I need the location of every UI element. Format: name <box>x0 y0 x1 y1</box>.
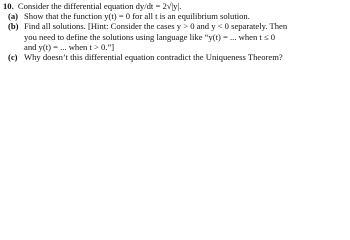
problem-number: 10. <box>3 1 14 11</box>
textbook-page <box>0 0 350 77</box>
part-a-text: Show that the function y(t) = 0 for all t is an equilibrium solution. <box>24 11 250 22</box>
part-a-label: (a) <box>8 11 19 22</box>
problem-statement: Consider the differential equation dy/dt = 2√|y|. <box>17 1 182 11</box>
part-b <box>3 21 348 31</box>
part-b-label: (b) <box>8 21 19 32</box>
part-b-text-line-2: you need to define the solutions using language like “y(t) = ... when t ≤ 0 <box>24 31 276 42</box>
part-b-text-line-1: Find all solutions. [Hint: Consider the cases y > 0 and y < 0 separately. Then <box>24 21 288 32</box>
problem-10 <box>3 1 348 62</box>
part-b-text-line-3: and y(t) = ... when t > 0.”] <box>24 41 115 52</box>
problem-statement-line <box>3 1 348 11</box>
part-c <box>3 52 348 62</box>
part-a <box>3 11 348 21</box>
part-c-text: Why doesn’t this differential equation contradict the Uniqueness Theorem? <box>24 52 283 63</box>
part-c-label: (c) <box>8 52 18 63</box>
